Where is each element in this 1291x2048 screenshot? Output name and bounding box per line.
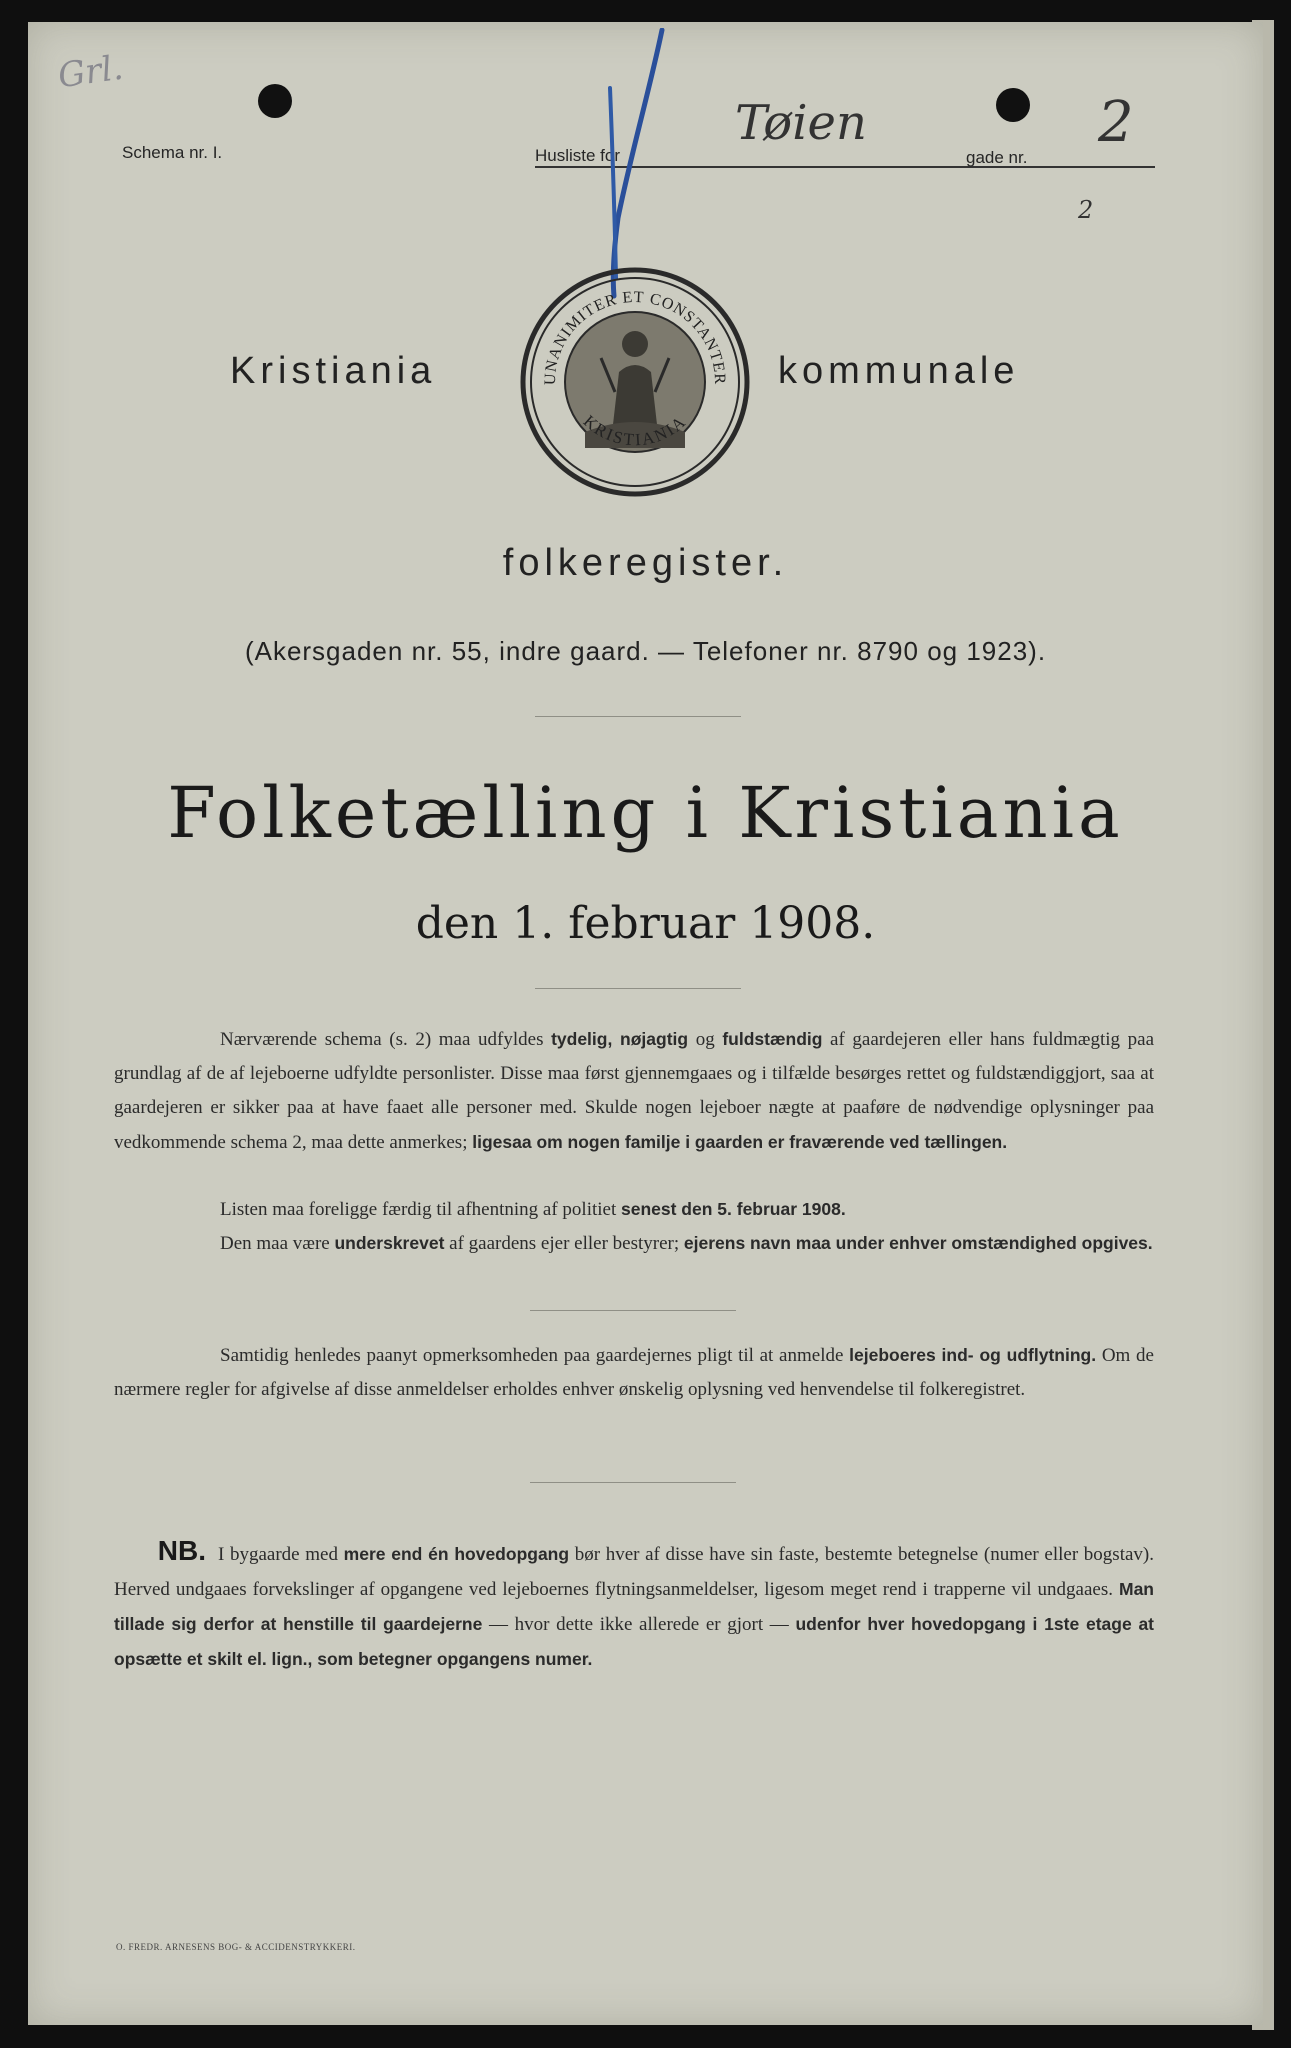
gade-label: gade nr. bbox=[966, 148, 1028, 167]
schema-label: Schema nr. I. bbox=[122, 143, 223, 162]
seal-motto: UNANIMITER ET CONSTANTER bbox=[541, 288, 729, 386]
bold-run: ejerens navn maa under enhver omstændighed opgives. bbox=[683, 1233, 1153, 1253]
org-name-right: kommunale bbox=[778, 350, 1020, 392]
text-run: Samtidig henledes paanyt opmerksomheden paa gaardejernes pligt til at anmelde bbox=[220, 1345, 850, 1366]
punch-hole-right bbox=[996, 88, 1030, 122]
divider-2 bbox=[535, 988, 741, 989]
nb-paragraph bbox=[114, 1534, 1154, 1677]
punch-hole-left bbox=[258, 84, 292, 118]
seal-city: KRISTIANIA bbox=[579, 411, 691, 450]
corner-mark: Grl. bbox=[55, 47, 126, 97]
text-run: Om de nærmere regler for afgivelse af disse anmeldelser erholdes enhver ønskelig oplysning ved henvendelse til folkeregistret. bbox=[114, 1345, 1154, 1400]
document-title: Folketælling i Kristiania bbox=[167, 772, 1124, 854]
divider-4 bbox=[530, 1482, 736, 1483]
text-run: — hvor dette ikke allerede er gjort — bbox=[482, 1614, 796, 1635]
instruction-paragraph-3 bbox=[114, 1226, 1154, 1261]
nb-label: NB. bbox=[157, 1535, 206, 1566]
moving-notice-paragraph bbox=[114, 1338, 1154, 1407]
org-subtitle: folkeregister. bbox=[502, 542, 789, 584]
document-date: den 1. februar 1908. bbox=[415, 898, 876, 949]
text-run: Nærværende schema (s. 2) maa udfyldes bbox=[220, 1029, 552, 1050]
org-name-left: Kristiania bbox=[230, 350, 437, 392]
city-seal bbox=[515, 262, 755, 502]
instruction-paragraph-1 bbox=[114, 1022, 1154, 1160]
bold-run: underskrevet bbox=[334, 1233, 445, 1253]
text-run: Den maa være bbox=[220, 1233, 335, 1254]
bold-run: fuldstændig bbox=[722, 1029, 823, 1049]
org-address: (Akersgaden nr. 55, indre gaard. — Telefoner nr. 8790 og 1923). bbox=[244, 636, 1047, 666]
bold-run: Man tillade sig derfor at henstille til gaardejerne bbox=[114, 1579, 1154, 1634]
instruction-paragraph-2 bbox=[114, 1192, 1154, 1227]
text-run: bør hver af disse have sin faste, bestemte betegnelse (numer eller bogstav). Herved undgaaes forvekslinger af opgangene ved lejeboernes flytningsanmeldelser, ligesom meget rend i trapperne vil undgaaes. bbox=[114, 1544, 1154, 1600]
street-name-handwritten: Tøien bbox=[735, 95, 867, 151]
printer-imprint: O. FREDR. ARNESENS BOG- & ACCIDENSTRYKKERI. bbox=[116, 1942, 356, 1952]
bold-run: ligesaa om nogen familje i gaarden er fraværende ved tællingen. bbox=[472, 1132, 1008, 1152]
husliste-label: Husliste for bbox=[535, 146, 621, 165]
divider-3 bbox=[530, 1310, 736, 1311]
text-run: af gaardens ejer eller bestyrer; bbox=[444, 1233, 684, 1254]
bold-run: mere end én hovedopgang bbox=[343, 1544, 570, 1564]
text-run: Listen maa foreligge færdig til afhentning af politiet bbox=[220, 1199, 621, 1220]
bold-run: udenfor hver hovedopgang i 1ste etage at opsætte et skilt el. lign., som betegner opgangens numer. bbox=[114, 1614, 1154, 1669]
bold-run: lejeboeres ind- og udflytning. bbox=[849, 1345, 1097, 1365]
text-run: og bbox=[688, 1029, 723, 1050]
schema-note-handwritten: 2 bbox=[1078, 196, 1094, 224]
bold-run: senest den 5. februar 1908. bbox=[621, 1199, 846, 1219]
house-number-handwritten: 2 bbox=[1098, 90, 1134, 155]
divider-1 bbox=[535, 716, 741, 717]
text-run: I bygaarde med bbox=[218, 1544, 344, 1565]
bold-run: tydelig, nøjagtig bbox=[551, 1029, 689, 1049]
text-run: af gaardejeren eller hans fuldmægtig paa grundlag af de af lejeboerne udfyldte personlister. Disse maa først gjennemgaaes og i tilfælde besørges rettet og fuldstændiggjort, saa at gaardejeren er sikker paa at have faaet alle personer med. Skulde nogen lejeboer nægte at paaføre de nødvendige oplysninger paa vedkommende schema 2, maa dette anmerkes; bbox=[114, 1029, 1155, 1153]
